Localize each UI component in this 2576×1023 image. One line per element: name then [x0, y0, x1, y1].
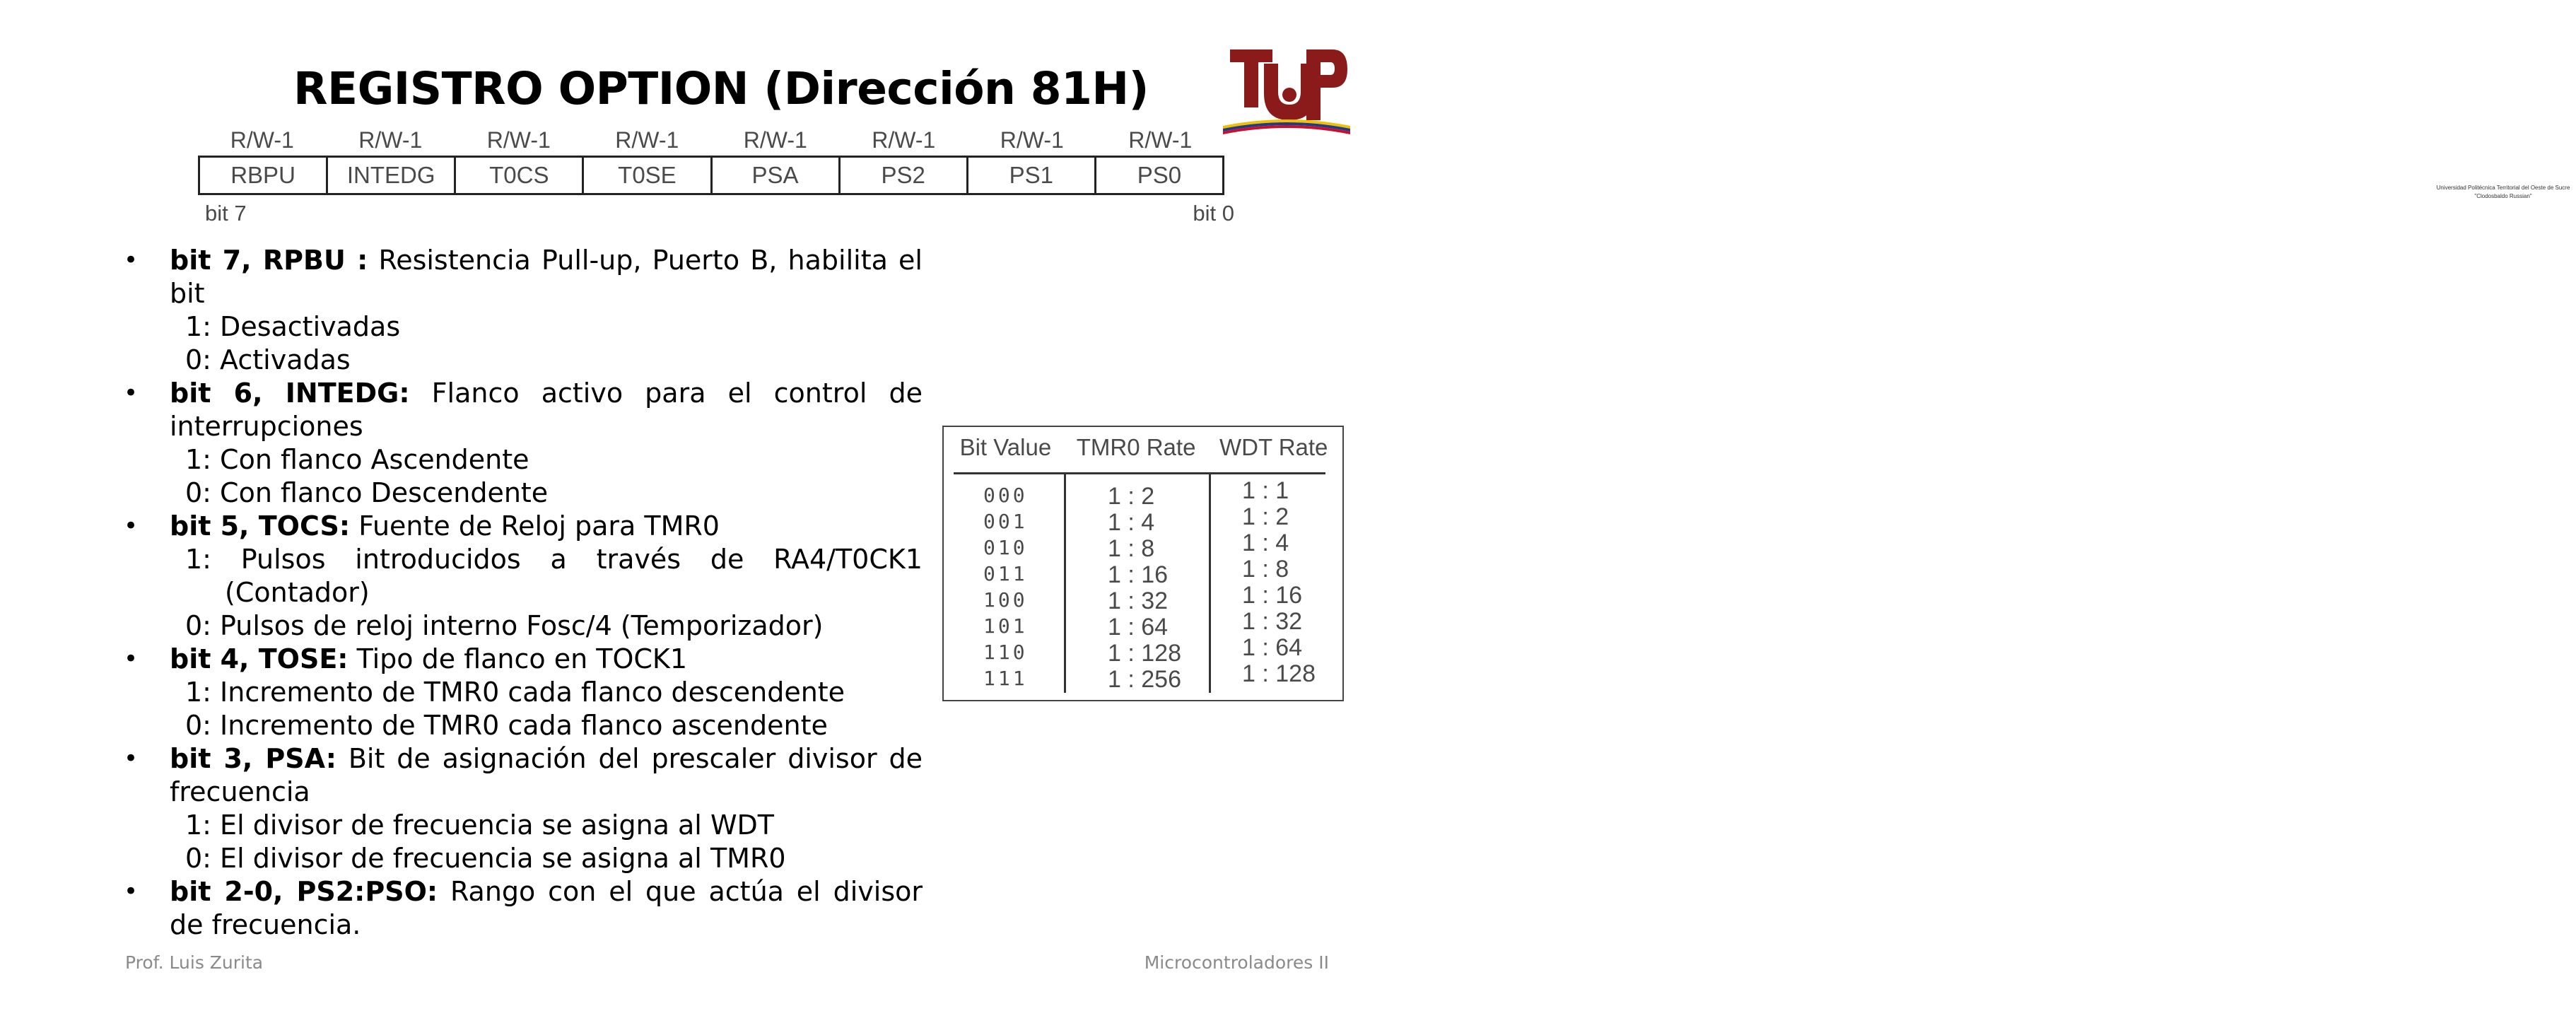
wdt-rate-cell: 1 : 4 — [1242, 530, 1289, 556]
bullet-text: Bit de asignación del prescaler divisor de frecuencia — [170, 743, 923, 807]
access-bit1: R/W-1 — [1000, 127, 1064, 153]
bullet-desc — [170, 643, 923, 676]
bit-cell-intedg: INTEDG — [326, 158, 454, 193]
tmr0-rate-cell: 1 : 256 — [1108, 666, 1181, 693]
bullet-option: 0: El divisor de frecuencia se asigna al TMR0 — [185, 843, 786, 874]
bullet-bit4 — [120, 643, 923, 742]
bullet-text: Resistencia Pull-up, Puerto B, habilita el bit — [170, 245, 923, 309]
access-bit6: R/W-1 — [358, 127, 423, 153]
logo-caption — [2430, 184, 2576, 201]
logo-caption-line1: Universidad Politécnica Territorial del Oeste de Sucre — [2436, 185, 2570, 191]
tmr0-rate-cell: 1 : 8 — [1108, 535, 1155, 562]
bullet-text: Tipo de flanco en TOCK1 — [348, 643, 688, 674]
bullet-bit6 — [120, 377, 923, 510]
access-bit0: R/W-1 — [1128, 127, 1193, 153]
bit-value-cell: 001 — [983, 510, 1028, 533]
logo-graphic — [1216, 42, 1357, 148]
access-bit5: R/W-1 — [486, 127, 551, 153]
bit-cell-ps2: PS2 — [838, 158, 966, 193]
footer-author: Prof. Luis Zurita — [125, 952, 264, 973]
access-row — [198, 124, 1224, 156]
tmr0-rate-cell: 1 : 4 — [1108, 509, 1155, 536]
access-bit2: R/W-1 — [872, 127, 936, 153]
bit-cell-rbpu: RBPU — [230, 162, 295, 188]
bullet-desc — [170, 377, 923, 443]
access-bit3: R/W-1 — [743, 127, 807, 153]
footer-course: Microcontroladores II — [1144, 952, 1329, 973]
bullet-label: bit 4, TOSE: — [170, 643, 349, 674]
wdt-rate-cell: 1 : 2 — [1242, 503, 1289, 530]
bullet-option: 0: Incremento de TMR0 cada flanco ascendente — [185, 710, 828, 741]
bit-cell-ps0: PS0 — [1094, 158, 1222, 193]
bullet-text: Fuente de Reloj para TMR0 — [350, 510, 720, 542]
tmr0-rate-cell: 1 : 32 — [1108, 588, 1169, 614]
bit-descriptions — [120, 244, 923, 942]
bullet-option: 1: Pulsos introducidos a través de RA4/T0CK1 (Contador) — [185, 544, 923, 608]
bullet-bit5 — [120, 510, 923, 643]
wdt-rate-cell: 1 : 32 — [1242, 608, 1303, 635]
header-tmr0-rate: TMR0 Rate — [1076, 434, 1196, 460]
prescaler-table — [942, 426, 1344, 701]
bullet-label: bit 3, PSA: — [170, 743, 336, 774]
register-diagram — [198, 124, 1234, 228]
bullet-bit2-0 — [120, 875, 923, 942]
bullet-desc — [170, 244, 923, 310]
bullet-desc — [170, 742, 923, 809]
bullet-text: Rango con el que actúa el divisor de frecuencia. — [170, 876, 923, 940]
access-bit4: R/W-1 — [615, 127, 679, 153]
bullet-label: bit 7, RPBU : — [170, 245, 368, 276]
header-wdt-rate: WDT Rate — [1219, 434, 1328, 460]
column-divider — [1064, 474, 1066, 693]
bullet-option: 1: Con flanco Ascendente — [185, 444, 529, 475]
header-rule — [954, 472, 1325, 474]
bit-value-cell: 110 — [983, 641, 1028, 664]
tmr0-rate-cell: 1 : 128 — [1108, 640, 1181, 667]
prescaler-table-header — [944, 427, 1342, 468]
column-divider — [1209, 474, 1211, 693]
bit-cell-psa: PSA — [710, 158, 838, 193]
logo-caption-line2: "Clodosbaldo Russian" — [2474, 193, 2532, 199]
bit-row — [198, 156, 1224, 195]
bullet-option: 1: Desactivadas — [185, 311, 401, 342]
bit-cell-t0se: T0SE — [582, 158, 710, 193]
bit-value-cell: 000 — [983, 484, 1028, 507]
bit-value-cell: 010 — [983, 536, 1028, 559]
wdt-rate-cell: 1 : 8 — [1242, 556, 1289, 583]
bit-cell-ps1: PS1 — [966, 158, 1094, 193]
bit-markers — [198, 195, 1234, 228]
bullet-label: bit 2-0, PS2:PSO: — [170, 876, 438, 907]
slide-title: REGISTRO OPTION (Dirección 81H) — [293, 63, 1149, 115]
tmr0-rate-cell: 1 : 64 — [1108, 614, 1169, 641]
bit-cell-t0cs: T0CS — [454, 158, 582, 193]
access-bit7: R/W-1 — [230, 127, 294, 153]
wdt-rate-column — [1242, 478, 1316, 687]
university-logo — [1216, 42, 2570, 199]
bullet-desc — [170, 875, 923, 942]
bullet-option: 1: Incremento de TMR0 cada flanco descendente — [185, 677, 845, 708]
bullet-bit3 — [120, 742, 923, 875]
bullet-text: Flanco activo para el control de interrupciones — [170, 378, 923, 442]
bullet-label: bit 6, INTEDG: — [170, 378, 410, 409]
wdt-rate-cell: 1 : 128 — [1242, 660, 1316, 687]
wdt-rate-cell: 1 : 64 — [1242, 634, 1303, 661]
tmr0-rate-column — [1108, 484, 1181, 693]
bullet-list — [120, 244, 923, 942]
bullet-option: 0: Activadas — [185, 344, 351, 375]
bullet-bit7 — [120, 244, 923, 377]
bullet-desc — [170, 510, 923, 543]
bit-value-cell: 100 — [983, 588, 1028, 612]
bit-value-cell: 111 — [983, 667, 1028, 690]
bullet-option: 1: El divisor de frecuencia se asigna al WDT — [185, 809, 774, 841]
bit-value-cell: 101 — [983, 614, 1028, 638]
bullet-label: bit 5, TOCS: — [170, 510, 351, 542]
header-bit-value: Bit Value — [959, 434, 1052, 460]
bit-lo-label: bit 0 — [1193, 201, 1234, 226]
bit-value-column — [983, 482, 1028, 691]
bit-hi-label: bit 7 — [205, 201, 247, 226]
wdt-rate-cell: 1 : 16 — [1242, 582, 1303, 609]
wdt-rate-cell: 1 : 1 — [1242, 477, 1289, 504]
tmr0-rate-cell: 1 : 2 — [1108, 483, 1155, 510]
tmr0-rate-cell: 1 : 16 — [1108, 561, 1169, 588]
bullet-option: 0: Pulsos de reloj interno Fosc/4 (Temporizador) — [185, 610, 824, 641]
bit-value-cell: 011 — [983, 562, 1028, 585]
bullet-option: 0: Con flanco Descendente — [185, 477, 549, 508]
